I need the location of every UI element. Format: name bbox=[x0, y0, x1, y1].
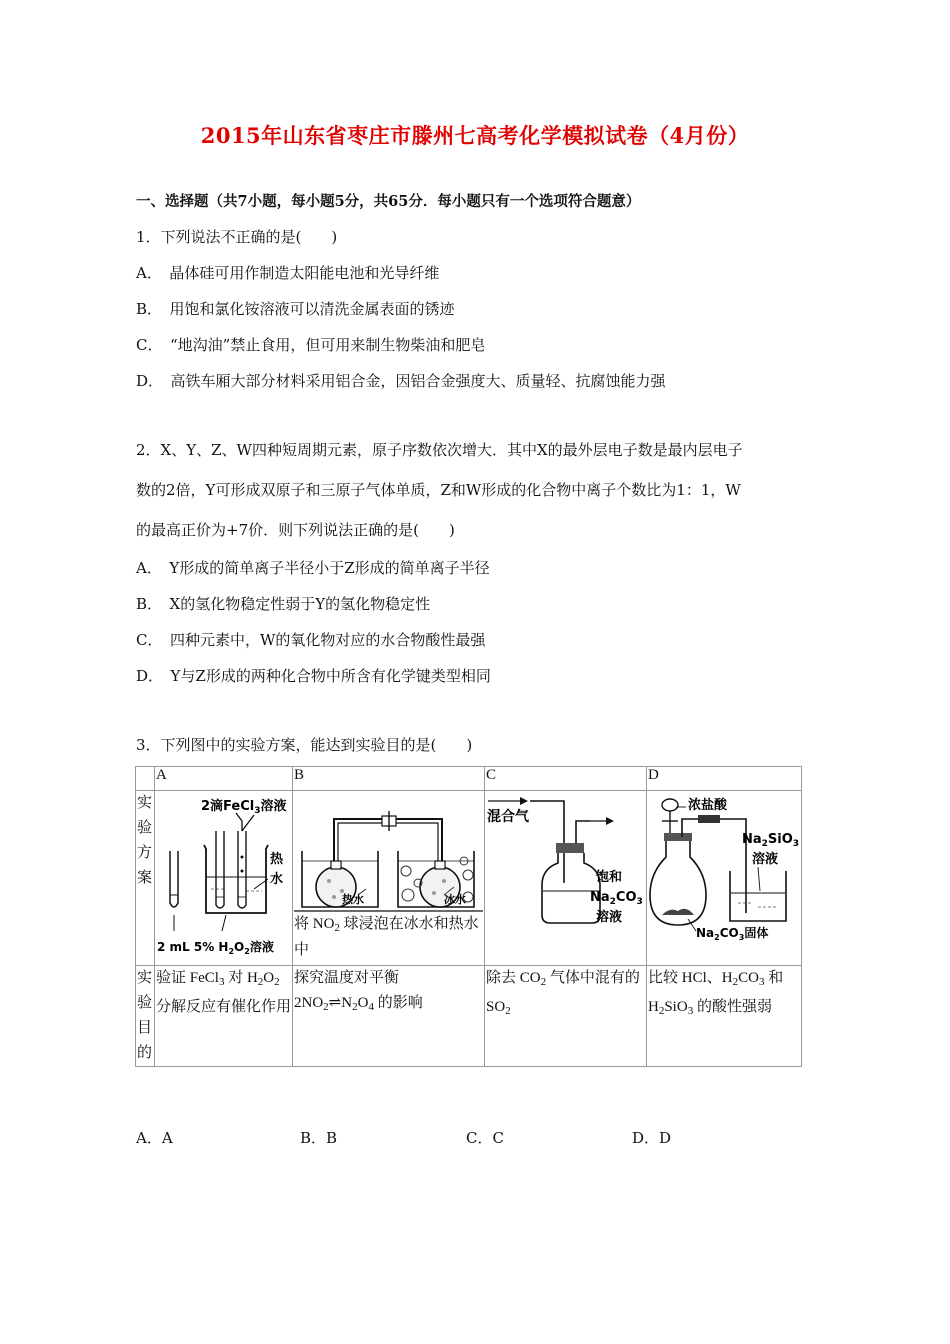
q1-option-d: D． 高铁车厢大部分材料采用铝合金，因铝合金强度大、质量轻、抗腐蚀能力强 bbox=[136, 372, 666, 390]
purpose-cell-d: 比较 HCl、$H_2CO_3$ 和 $H_2SiO_3$ 的酸性强弱 bbox=[647, 966, 802, 1067]
q2-option-d: D． Y与Z形成的两种化合物中所含有化学键类型相同 bbox=[136, 667, 491, 685]
q3-stem: 3．下列图中的实验方案，能达到实验目的是( ) bbox=[136, 736, 473, 754]
q2-stem-line-3: 的最高正价为+7价．则下列说法正确的是( ) bbox=[136, 521, 455, 539]
fig-d-label-na2sio3: $Na_2SiO_3$ bbox=[742, 832, 800, 849]
column-header-d: D bbox=[647, 767, 802, 791]
fig-c-label-gas: 混合气 bbox=[487, 809, 529, 825]
q3-option-c: C．C bbox=[466, 1129, 504, 1147]
row-label-scheme: 实验方案 bbox=[136, 791, 155, 966]
q3-option-b: B．B bbox=[300, 1129, 338, 1147]
scheme-cell-b bbox=[293, 791, 485, 966]
fig-c-label-solution: 溶液 bbox=[596, 910, 623, 925]
fig-b-caption: 将 $NO_2$ 球浸泡在冰水和热水中 bbox=[294, 916, 479, 958]
fig-d-label-solution: 溶液 bbox=[752, 852, 779, 867]
purpose-cell-c: 除去 $CO_2$ 气体中混有的 $SO_2$ bbox=[485, 966, 647, 1067]
fig-a-label-h2o2: 2 mL 5% $H_2O_2$溶液 bbox=[157, 940, 274, 956]
q1-stem: 1．下列说法不正确的是( ) bbox=[136, 228, 338, 246]
fig-b-label-ice: 冰水 bbox=[444, 893, 466, 906]
q2-stem-line-1: 2．X、Y、Z、W四种短周期元素，原子序数依次增大．其中X的最外层电子数是最内层电子 bbox=[136, 441, 743, 459]
fig-d-label-acid: 浓盐酸 bbox=[688, 798, 728, 813]
fig-a-label-drops: 2滴FeCl$_3$溶液 bbox=[201, 799, 287, 816]
apparatus-d-figure bbox=[648, 791, 800, 941]
section-heading: 一、选择题（共7小题，每小题5分，共65分．每小题只有一个选项符合题意） bbox=[136, 193, 641, 210]
purpose-cell-b: 探究温度对平衡 $2NO_2\rightleftharpoons N_2O_4$ 的影响 bbox=[293, 966, 485, 1067]
q2-option-a: A． Y形成的简单离子半径小于Z形成的简单离子半径 bbox=[136, 559, 490, 577]
q3-option-d: D．D bbox=[632, 1129, 672, 1147]
q1-option-b: B． 用饱和氯化铵溶液可以清洗金属表面的锈迹 bbox=[136, 300, 455, 318]
fig-b-label-hot: 热水 bbox=[342, 893, 364, 906]
fig-a-label-hot-1: 热 bbox=[270, 852, 284, 867]
fig-d-label-solid: $Na_2CO_3$固体 bbox=[696, 926, 769, 941]
apparatus-b-figure bbox=[294, 791, 483, 913]
scheme-cell-c bbox=[485, 791, 647, 966]
column-header-b: B bbox=[293, 767, 485, 791]
fig-a-label-hot-2: 水 bbox=[270, 872, 284, 887]
apparatus-a-figure bbox=[156, 791, 291, 963]
q1-option-c: C． “地沟油”禁止食用，但可用来制生物柴油和肥皂 bbox=[136, 336, 486, 354]
fig-c-label-saturated: 饱和 bbox=[596, 870, 623, 885]
q2-option-b: B． X的氢化物稳定性弱于Y的氢化物稳定性 bbox=[136, 595, 431, 613]
q3-option-a: A．A bbox=[136, 1129, 173, 1147]
column-header-a: A bbox=[155, 767, 293, 791]
row-label-purpose: 实验目的 bbox=[136, 966, 155, 1067]
q2-stem-line-2: 数的2倍，Y可形成双原子和三原子气体单质，Z和W形成的化合物中离子个数比为1：1，W bbox=[136, 481, 741, 499]
page-title: 2015年山东省枣庄市滕州七高考化学模拟试卷（4月份） bbox=[200, 123, 750, 148]
column-header-c: C bbox=[485, 767, 647, 791]
q2-option-c: C． 四种元素中，W的氧化物对应的水合物酸性最强 bbox=[136, 631, 486, 649]
experiment-table bbox=[135, 766, 802, 1067]
scheme-cell-a bbox=[155, 791, 293, 966]
scheme-cell-d bbox=[647, 791, 802, 966]
apparatus-c-figure bbox=[486, 791, 645, 941]
fig-c-label-na2co3: $Na_2CO_3$ bbox=[590, 890, 643, 907]
table-corner-cell bbox=[136, 767, 155, 791]
purpose-cell-a: 验证 FeCl$_3$ 对 $H_2O_2$分解反应有催化作用 bbox=[155, 966, 293, 1067]
q1-option-a: A． 晶体硅可用作制造太阳能电池和光导纤维 bbox=[136, 264, 440, 282]
